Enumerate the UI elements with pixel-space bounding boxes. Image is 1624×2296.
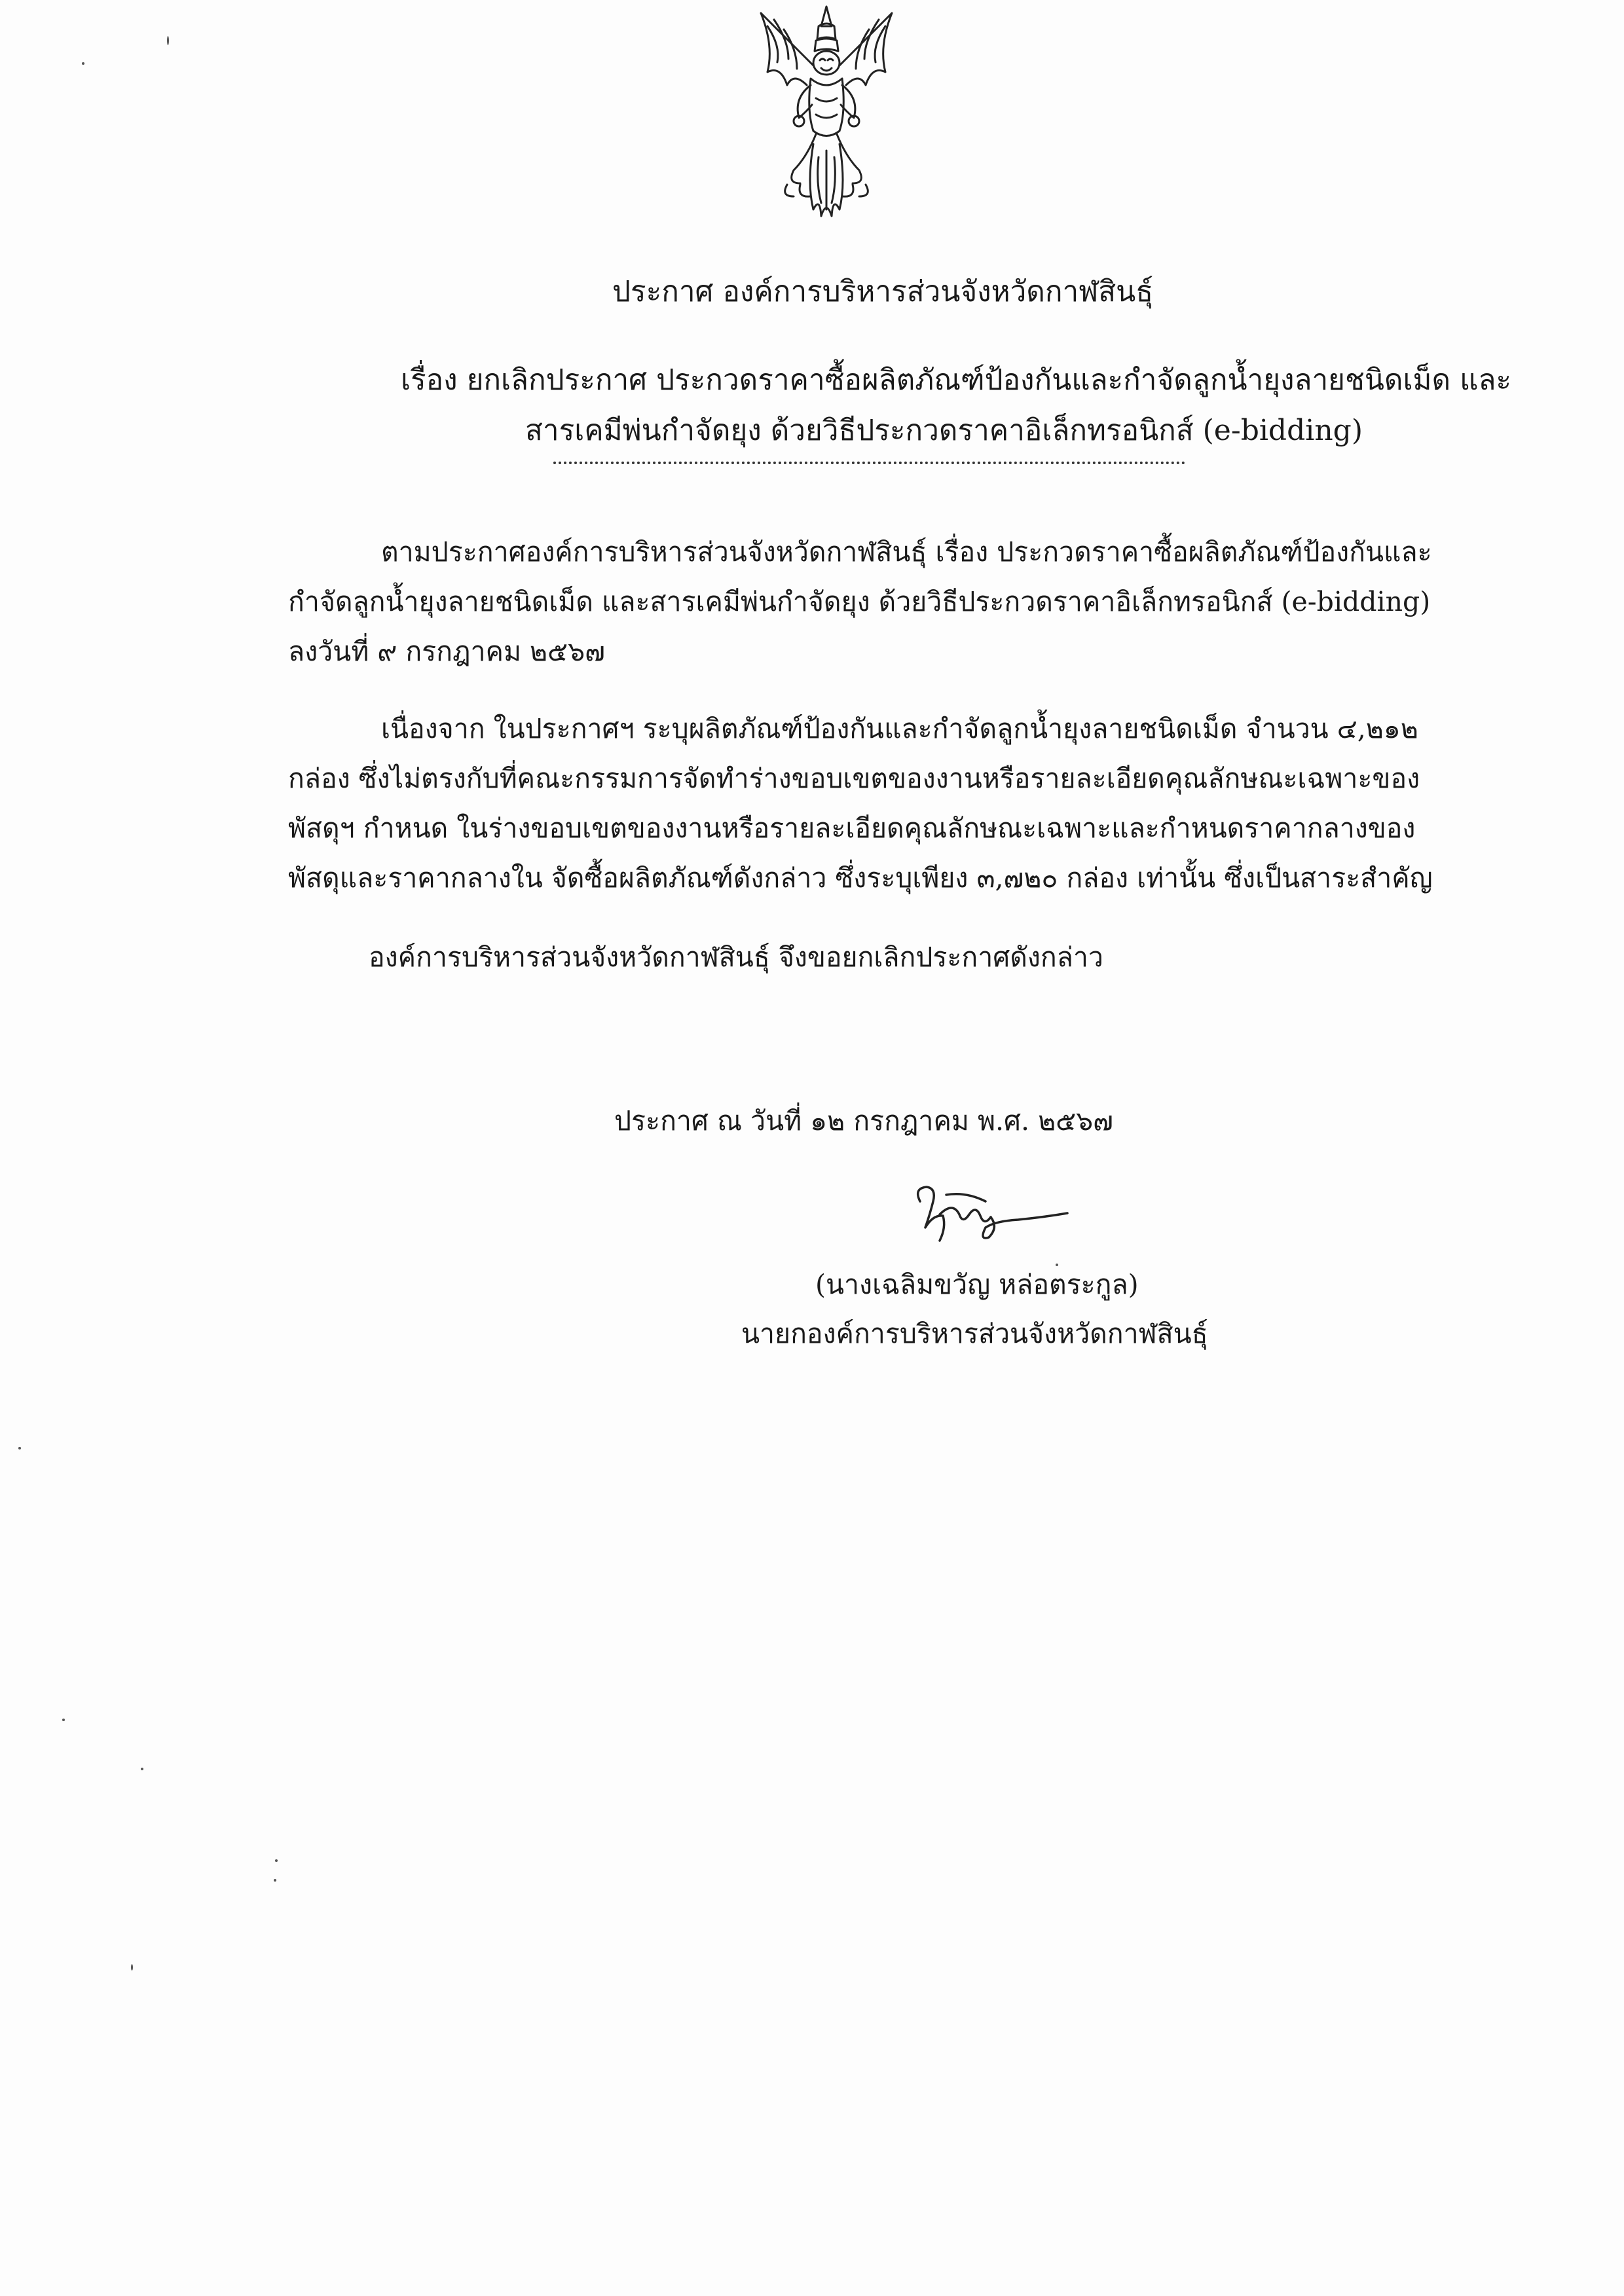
announced-date: ประกาศ ณ วันที่ ๑๒ กรกฎาคม พ.ศ. ๒๕๖๗ xyxy=(614,1105,1114,1137)
scan-speck xyxy=(167,36,169,45)
scan-speck xyxy=(131,1964,133,1971)
scan-speck xyxy=(82,62,84,65)
paragraph-3: องค์การบริหารส่วนจังหวัดกาฬสินธุ์ จึงขอยกเลิกประกาศดังกล่าว xyxy=(369,941,1103,973)
scan-speck xyxy=(18,1447,21,1449)
signer-position: นายกองค์การบริหารส่วนจังหวัดกาฬสินธุ์ xyxy=(741,1318,1208,1349)
signer-name: (นางเฉลิมขวัญ หล่อตระกูล) xyxy=(815,1269,1139,1300)
paragraph-2-text: เนื่องจาก ในประกาศฯ ระบุผลิตภัณฑ์ป้องกันและกำจัดลูกน้ำยุงลายชนิดเม็ด จำนวน ๔,๒๑๒ กล่อง ซึ่งไม่ตรงกับที่คณะกรรมการจัดทำร่างขอบเขตของงานหรือรายละเอียดคุณลักษณะเฉพาะของพัสดุฯ กำหนด ในร่างขอบเขตของงานหรือรายละเอียดคุณลักษณะเฉพาะและกำหนดราคากลางของพัสดุและราคากลางใน จัดซื้อผลิตภัณฑ์ดังกล่าว ซึ่งระบุเพียง ๓,๗๒๐ กล่อง เท่านั้น ซึ่งเป็นสาระสำคัญ xyxy=(288,713,1433,894)
signature-icon xyxy=(907,1175,1074,1254)
paragraph-1-text: ตามประกาศองค์การบริหารส่วนจังหวัดกาฬสินธุ์ เรื่อง ประกวดราคาซื้อผลิตภัณฑ์ป้องกันและกำจัดลูกน้ำยุงลายชนิดเม็ด และสารเคมีพ่นกำจัดยุง ด้วยวิธีประกวดราคาอิเล็กทรอนิกส์ (e-bidding) ลงวันที่ ๙ กรกฎาคม ๒๕๖๗ xyxy=(288,536,1432,667)
garuda-emblem-icon xyxy=(748,0,905,226)
scan-speck xyxy=(1056,1264,1058,1266)
paragraph-2 xyxy=(288,704,1435,903)
subject-line-1: เรื่อง ยกเลิกประกาศ ประกวดราคาซื้อผลิตภัณฑ์ป้องกันและกำจัดลูกน้ำยุงลายชนิดเม็ด และ xyxy=(401,363,1512,397)
scan-speck xyxy=(274,1879,276,1882)
scan-speck xyxy=(62,1719,65,1721)
subject-line-2: สารเคมีพ่นกำจัดยุง ด้วยวิธีประกวดราคาอิเล็กทรอนิกส์ (e-bidding) xyxy=(525,414,1363,447)
paragraph-1 xyxy=(288,527,1435,676)
scan-speck xyxy=(275,1859,278,1862)
announcement-title: ประกาศ องค์การบริหารส่วนจังหวัดกาฬสินธุ์ xyxy=(612,275,1154,308)
dotted-separator xyxy=(553,462,1185,464)
scan-speck xyxy=(141,1768,143,1770)
